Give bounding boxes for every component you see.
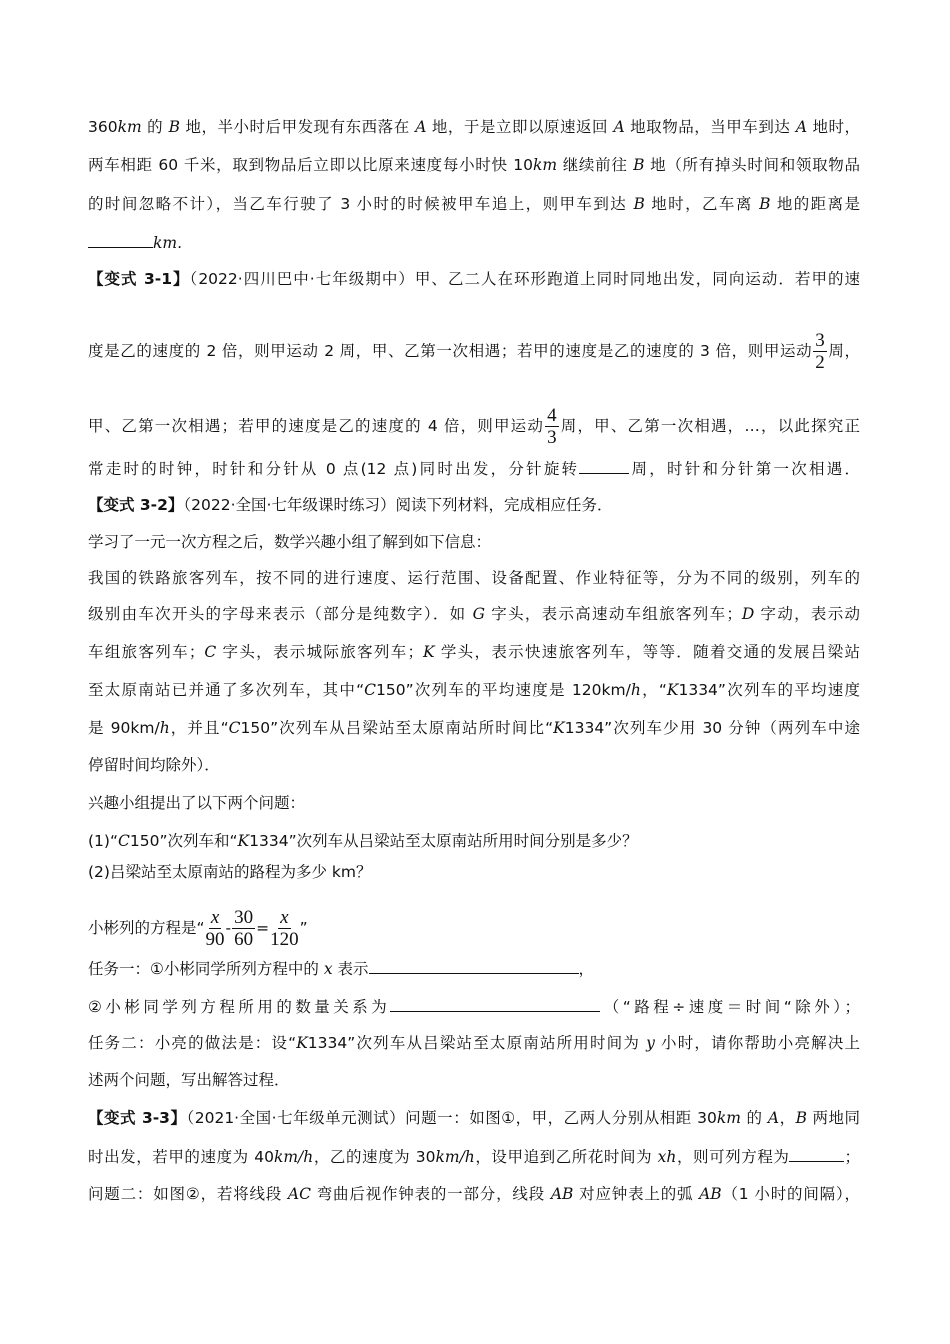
- numerator: 4: [547, 405, 557, 426]
- math-symbol: B: [795, 1109, 808, 1127]
- math-symbol: xh: [657, 1148, 677, 1166]
- text-line: [88, 154, 860, 176]
- text-span: 对应钟表上的弧: [573, 1185, 700, 1203]
- text-span: 两车相距 60 千米，取到物品后立即以比原来速度每小时快 10: [88, 156, 534, 174]
- answer-blank: [579, 457, 629, 474]
- math-symbol: D: [741, 605, 755, 623]
- text-line: [88, 531, 860, 553]
- denominator: 2: [815, 352, 825, 373]
- numerator: x: [210, 907, 220, 928]
- text-span: (1)“: [88, 832, 118, 850]
- text-span: 学头，表示快速旅客列车，等等．随着交通的发展吕梁站: [434, 643, 860, 661]
- math-symbol: h: [159, 719, 170, 737]
- text-span: 的: [141, 118, 169, 136]
- text-span: 地的距离是: [770, 195, 860, 213]
- denominator: 60: [234, 929, 254, 950]
- text-span: 1334”次列车少用 30 分钟（两列车中途: [564, 719, 861, 737]
- text-line: [88, 1032, 860, 1054]
- math-symbol: A: [613, 118, 625, 136]
- math-symbol: A: [415, 118, 427, 136]
- problem-label: 【变式 3-1】: [88, 270, 190, 288]
- text-span: ”: [299, 919, 308, 937]
- text-span: 车组旅客列车；: [88, 643, 205, 661]
- fraction: [270, 907, 299, 950]
- text-span: 停留时间均除外）．: [88, 756, 220, 774]
- math-symbol: B: [759, 195, 771, 213]
- text-span: 我国的铁路旅客列车，按不同的进行速度、运行范围、设备配置、作业特征等，分为不同的级别，列车的: [88, 569, 860, 587]
- math-symbol: K: [423, 643, 435, 661]
- text-span: 的时间忽略不计），当乙车行驶了 3 小时的时候被甲车追上，则甲车到达: [88, 195, 634, 213]
- text-span: 小时，请你帮助小亮解决上: [654, 1034, 861, 1052]
- text-span: 字头，表示城际旅客列车；: [216, 643, 424, 661]
- text-span: ，则可列方程为: [676, 1148, 790, 1166]
- text-span: .: [177, 234, 183, 252]
- text-span: 任务二：小亮的做法是：设“: [88, 1034, 297, 1052]
- text-line: [88, 830, 860, 852]
- text-span: （“路程÷速度＝时间“除外）；: [600, 998, 860, 1016]
- text-span: 地时，: [807, 118, 861, 136]
- text-line: [88, 193, 860, 215]
- text-span: 学习了一元一次方程之后，数学兴趣小组了解到如下信息：: [88, 533, 492, 551]
- text-line: [88, 1107, 860, 1129]
- math-symbol: B: [633, 195, 645, 213]
- text-span: 兴趣小组提出了以下两个问题：: [88, 794, 306, 812]
- math-symbol: km/h: [435, 1148, 475, 1166]
- text-span: 常走时的时钟，时针和分针从 0 点(12 点)同时出发，分针旋转: [88, 460, 580, 478]
- text-span: （2022·全国·七年级课时练习）阅读下列材料，完成相应任务．: [183, 496, 613, 514]
- text-span: （2021·全国·七年级单元测试）问题一：如图①，甲，乙两人分别从相距 30: [186, 1109, 717, 1127]
- text-span: 360: [88, 118, 118, 136]
- text-line: [88, 995, 860, 1017]
- text-span: （1 小时的间隔），: [721, 1185, 861, 1203]
- text-span: 地时，乙车离: [644, 195, 760, 213]
- text-line: [88, 641, 860, 663]
- text-line: [88, 268, 860, 290]
- text-line: [88, 603, 860, 625]
- text-span: 任务一：①小彬同学所列方程中的: [88, 960, 324, 978]
- text-span: 地（所有掉头时间和领取物品: [644, 156, 860, 174]
- answer-blank: [369, 957, 579, 974]
- text-span: 两地同: [807, 1109, 860, 1127]
- text-span: 时出发，若甲的速度为 40: [88, 1148, 274, 1166]
- text-line: [88, 907, 860, 950]
- text-line: [88, 494, 860, 516]
- math-symbol: AB: [699, 1185, 722, 1203]
- answer-blank: [88, 231, 153, 248]
- text-span: 地，半小时后甲发现有东西落在: [180, 118, 416, 136]
- math-symbol: km: [716, 1109, 741, 1127]
- math-symbol: A: [795, 118, 808, 136]
- text-span: 1334”次列车从吕梁站至太原南站所用时间为: [307, 1034, 647, 1052]
- text-span: (2)吕梁站至太原南站的路程为多少 km？: [88, 863, 372, 881]
- text-span: 1334”次列车的平均速度: [678, 681, 861, 699]
- math-symbol: AB: [550, 1185, 574, 1203]
- fraction: [232, 907, 255, 950]
- math-symbol: C: [228, 719, 241, 737]
- text-span: 1334”次列车从吕梁站至太原南站所用时间分别是多少？: [249, 832, 638, 850]
- text-line: [88, 457, 860, 479]
- text-span: ②小彬同学列方程所用的数量关系为: [88, 998, 391, 1016]
- fraction: [545, 405, 559, 448]
- denominator: 90: [205, 929, 225, 950]
- text-span: 小彬列的方程是“: [88, 919, 205, 937]
- text-span: 周，: [827, 342, 860, 360]
- text-span: 地取物品，当甲车到达: [624, 118, 796, 136]
- math-symbol: x: [323, 960, 333, 978]
- text-line: [88, 330, 860, 373]
- text-span: -: [225, 919, 232, 937]
- math-symbol: K: [237, 832, 250, 850]
- text-line: [88, 717, 860, 739]
- text-span: ，: [578, 960, 595, 978]
- fraction: [206, 907, 225, 950]
- text-span: 表示: [332, 960, 369, 978]
- numerator: x: [280, 907, 289, 928]
- answer-blank: [789, 1145, 844, 1162]
- text-line: [88, 1069, 860, 1091]
- math-symbol: y: [646, 1034, 655, 1052]
- text-span: 继续前往: [557, 156, 634, 174]
- text-span: 周，甲、乙第一次相遇，…，以此探究正: [559, 417, 860, 435]
- text-line: [88, 116, 860, 138]
- text-span: 的: [741, 1109, 768, 1127]
- text-line: [88, 957, 860, 980]
- math-symbol: AC: [287, 1185, 311, 1203]
- text-span: ；: [844, 1148, 860, 1166]
- math-symbol: B: [168, 118, 180, 136]
- text-line: [88, 405, 860, 448]
- text-span: 至太原南站已并通了多次列车，其中“: [88, 681, 365, 699]
- text-line: [88, 231, 860, 254]
- text-line: [88, 1183, 860, 1205]
- text-span: ，乙的速度为 30: [313, 1148, 436, 1166]
- text-span: 字动，表示动: [754, 605, 860, 623]
- text-span: 度是乙的速度的 2 倍，则甲运动 2 周，甲、乙第一次相遇；若甲的速度是乙的速度的 3 倍，则甲运动: [88, 342, 813, 360]
- text-span: 甲、乙第一次相遇；若甲的速度是乙的速度的 4 倍，则甲运动: [88, 417, 545, 435]
- numerator: 3: [815, 330, 825, 351]
- text-span: ，“: [640, 681, 667, 699]
- text-line: [88, 1145, 860, 1167]
- denominator: 3: [547, 427, 557, 448]
- text-span: ，设甲追到乙所花时间为: [474, 1148, 658, 1166]
- text-line: [88, 567, 860, 589]
- text-line: [88, 679, 860, 701]
- text-span: （2022·四川巴中·七年级期中）甲、乙二人在环形跑道上同时同地出发，同向运动．若甲的速: [189, 270, 860, 288]
- math-symbol: C: [118, 832, 130, 850]
- text-line: [88, 861, 860, 883]
- text-span: 是 90km/: [88, 719, 160, 737]
- math-symbol: G: [472, 605, 486, 623]
- fraction: [813, 330, 827, 373]
- text-line: [88, 792, 860, 814]
- text-span: 级别由车次开头的字母来表示（部分是纯数字）．如: [88, 605, 473, 623]
- text-span: 述两个问题，写出解答过程．: [88, 1071, 290, 1089]
- text-span: 周，时针和分针第一次相遇．: [629, 460, 860, 478]
- denominator: 120: [270, 929, 299, 950]
- problem-label: 【变式 3-2】: [88, 496, 184, 514]
- text-span: 问题二：如图②，若将线段: [88, 1185, 288, 1203]
- math-symbol: K: [666, 681, 679, 699]
- math-symbol: km: [153, 234, 178, 252]
- math-symbol: K: [553, 719, 565, 737]
- math-symbol: km: [117, 118, 142, 136]
- answer-blank: [390, 995, 600, 1012]
- text-span: 150”次列车和“: [129, 832, 238, 850]
- text-span: ，: [779, 1109, 796, 1127]
- math-symbol: km/h: [273, 1148, 314, 1166]
- numerator: 30: [234, 907, 254, 928]
- math-symbol: B: [633, 156, 645, 174]
- math-symbol: C: [204, 643, 217, 661]
- text-span: 150”次列车的平均速度是 120km/: [376, 681, 631, 699]
- math-symbol: h: [630, 681, 641, 699]
- text-span: ，并且“: [169, 719, 229, 737]
- math-symbol: C: [364, 681, 377, 699]
- math-symbol: A: [767, 1109, 780, 1127]
- text-span: 地，于是立即以原速返回: [426, 118, 614, 136]
- text-span: 150”次列车从吕梁站至太原南站所时间比“: [240, 719, 554, 737]
- text-span: =: [256, 919, 270, 937]
- math-symbol: km: [533, 156, 558, 174]
- text-span: 字头，表示高速动车组旅客列车；: [485, 605, 742, 623]
- math-symbol: K: [296, 1034, 308, 1052]
- text-span: 弯曲后视作钟表的一部分，线段: [310, 1185, 551, 1203]
- problem-label: 【变式 3-3】: [88, 1109, 187, 1127]
- text-line: [88, 754, 860, 776]
